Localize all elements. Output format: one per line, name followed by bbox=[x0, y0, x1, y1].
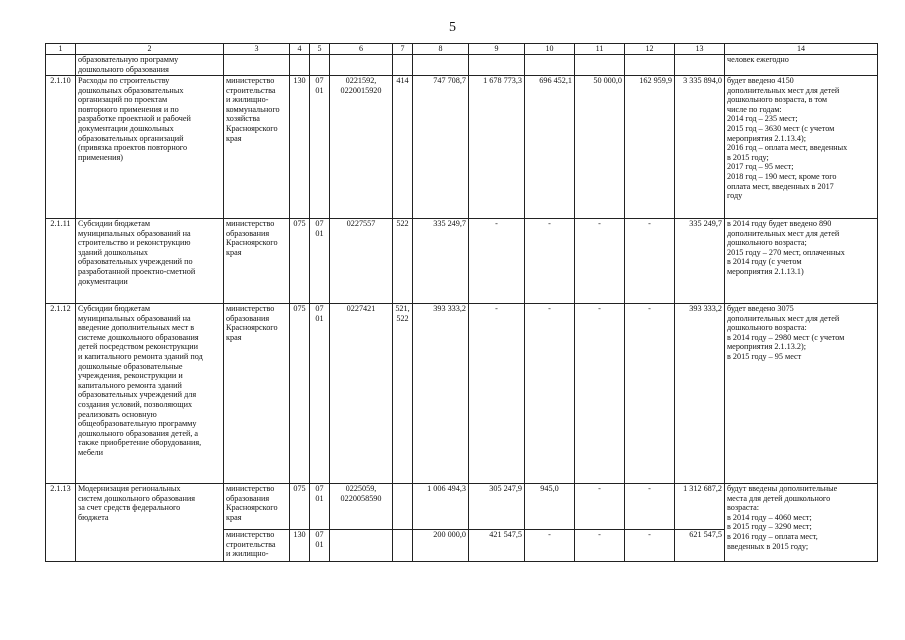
col-header-8: 8 bbox=[413, 44, 469, 55]
table-row-2-1-13 bbox=[46, 484, 878, 530]
row-col-8: 200 000,0 bbox=[413, 530, 469, 562]
row-col-7 bbox=[393, 530, 413, 562]
row-col-10: 945,0 bbox=[525, 484, 575, 530]
row-result: в 2014 году будет введено 890 дополнительных мест для детей дошкольного возраста; 2015 году – 270 мест, оплаченных в 2014 году (с учетом мероприятия 2.1.13.1) bbox=[725, 219, 878, 304]
col-header-13: 13 bbox=[675, 44, 725, 55]
col-header-1: 1 bbox=[46, 44, 76, 55]
row-col-4: 075 bbox=[290, 219, 310, 304]
row-col-6: 0227557 bbox=[330, 219, 393, 304]
col-header-12: 12 bbox=[625, 44, 675, 55]
row-col-13: 3 335 894,0 bbox=[675, 76, 725, 219]
table-row-2-1-12 bbox=[46, 304, 878, 484]
row-col-10: - bbox=[525, 219, 575, 304]
row-result: будут введены дополнительные места для детей дошкольного возраста: в 2014 году – 4060 мест; в 2015 году – 3290 мест; в 2016 году – оплата мест, введенных в 2015 году; bbox=[725, 484, 878, 562]
row-col-11: - bbox=[575, 304, 625, 484]
col-header-14: 14 bbox=[725, 44, 878, 55]
row-col-10: - bbox=[525, 530, 575, 562]
row-col-11: 50 000,0 bbox=[575, 76, 625, 219]
row-col-5: 07 01 bbox=[310, 530, 330, 562]
row-result: будет введено 4150 дополнительных мест для детей дошкольного возраста, в том числе по годам: 2014 год – 235 мест; 2015 год – 3630 мест (с учетом мероприятия 2.1.13.4); 2016 год – оплата мест, введенных в 2015 году; 2017 год – 95 мест; 2018 год – 190 мест, кроме того оплата мест, введенных в 2017 году bbox=[725, 76, 878, 219]
col-header-7: 7 bbox=[393, 44, 413, 55]
row-col-13: 621 547,5 bbox=[675, 530, 725, 562]
row-col-7: 521, 522 bbox=[393, 304, 413, 484]
program-table bbox=[45, 43, 878, 562]
row-ministry: министерство образования Красноярского края bbox=[224, 219, 290, 304]
row-col-4: 075 bbox=[290, 484, 310, 530]
page-number: 5 bbox=[449, 20, 456, 35]
row-col-11: - bbox=[575, 484, 625, 530]
row-col-9: 1 678 773,3 bbox=[469, 76, 525, 219]
row-col-9: 305 247,9 bbox=[469, 484, 525, 530]
row-col-11: - bbox=[575, 530, 625, 562]
row-ministry: министерство строительства и жилищно- bbox=[224, 530, 290, 562]
row-col-6: 0227421 bbox=[330, 304, 393, 484]
row-name: Субсидии бюджетам муниципальных образований на строительство и реконструкцию зданий дошкольных образовательных учреждений по разработанной проектно-сметной документации bbox=[76, 219, 224, 304]
col-header-9: 9 bbox=[469, 44, 525, 55]
row-col-5: 07 01 bbox=[310, 484, 330, 530]
col-header-4: 4 bbox=[290, 44, 310, 55]
row-col-6: 0221592, 0220015920 bbox=[330, 76, 393, 219]
row-ministry: министерство образования Красноярского края bbox=[224, 304, 290, 484]
row-col-12: - bbox=[625, 304, 675, 484]
row-col-10: - bbox=[525, 304, 575, 484]
row-col-11: - bbox=[575, 219, 625, 304]
row-col-4: 130 bbox=[290, 530, 310, 562]
row-col-10: 696 452,1 bbox=[525, 76, 575, 219]
row-ministry: министерство строительства и жилищно- коммунального хозяйства Красноярского края bbox=[224, 76, 290, 219]
row-col-12: - bbox=[625, 219, 675, 304]
row-col-7 bbox=[393, 484, 413, 530]
row-col-7: 522 bbox=[393, 219, 413, 304]
row-col-9: - bbox=[469, 219, 525, 304]
row-col-8: 335 249,7 bbox=[413, 219, 469, 304]
col-header-2: 2 bbox=[76, 44, 224, 55]
table-row-continuation bbox=[46, 55, 878, 76]
row-col-9: 421 547,5 bbox=[469, 530, 525, 562]
row-col-12: 162 959,9 bbox=[625, 76, 675, 219]
row-col-13: 1 312 687,2 bbox=[675, 484, 725, 530]
row-col-5: 07 01 bbox=[310, 304, 330, 484]
row-col-13: 393 333,2 bbox=[675, 304, 725, 484]
row-col-12: - bbox=[625, 530, 675, 562]
col-header-11: 11 bbox=[575, 44, 625, 55]
row-ministry: министерство образования Красноярского края bbox=[224, 484, 290, 530]
row-col-5: 07 01 bbox=[310, 219, 330, 304]
row-col-13: 335 249,7 bbox=[675, 219, 725, 304]
row-col-5: 07 01 bbox=[310, 76, 330, 219]
row-col-8: 1 006 494,3 bbox=[413, 484, 469, 530]
header-row bbox=[46, 44, 878, 55]
row-number: 2.1.13 bbox=[46, 484, 76, 562]
row-col-8: 393 333,2 bbox=[413, 304, 469, 484]
table-row-2-1-10 bbox=[46, 76, 878, 219]
col-header-10: 10 bbox=[525, 44, 575, 55]
row-result: будет введено 3075 дополнительных мест для детей дошкольного возраста: в 2014 году – 2980 мест (с учетом мероприятия 2.1.13.2); в 2015 году – 95 мест bbox=[725, 304, 878, 484]
row-name: Субсидии бюджетам муниципальных образований на введение дополнительных мест в системе дошкольного образования детей посредством реконструкции и капитального ремонта зданий под дошкольные образовательные учреждения, реконструкции и капитального ремонта зданий образовательных учреждений для создания условий, позволяющих реализовать основную общеобразовательную программу дошкольного образования детей, а также приобретение оборудования, мебели bbox=[76, 304, 224, 484]
col-header-3: 3 bbox=[224, 44, 290, 55]
row-result: человек ежегодно bbox=[725, 55, 878, 76]
row-col-8: 747 708,7 bbox=[413, 76, 469, 219]
row-col-7: 414 bbox=[393, 76, 413, 219]
row-number: 2.1.11 bbox=[46, 219, 76, 304]
row-col-4: 075 bbox=[290, 304, 310, 484]
row-col-6: 0225059, 0220058590 bbox=[330, 484, 393, 530]
row-name: образовательную программу дошкольного образования bbox=[76, 55, 224, 76]
table-row-2-1-11 bbox=[46, 219, 878, 304]
row-name: Модернизация региональных систем дошкольного образования за счет средств федерального бюджета bbox=[76, 484, 224, 562]
row-name: Расходы по строительству дошкольных образовательных организаций по проектам повторного применения и по разработке проектной и рабочей документации дошкольных образовательных организаций (привязка проектов повторного применения) bbox=[76, 76, 224, 219]
col-header-6: 6 bbox=[330, 44, 393, 55]
row-col-6 bbox=[330, 530, 393, 562]
col-header-5: 5 bbox=[310, 44, 330, 55]
row-col-9: - bbox=[469, 304, 525, 484]
row-col-4: 130 bbox=[290, 76, 310, 219]
row-col-12: - bbox=[625, 484, 675, 530]
row-number: 2.1.10 bbox=[46, 76, 76, 219]
row-number: 2.1.12 bbox=[46, 304, 76, 484]
